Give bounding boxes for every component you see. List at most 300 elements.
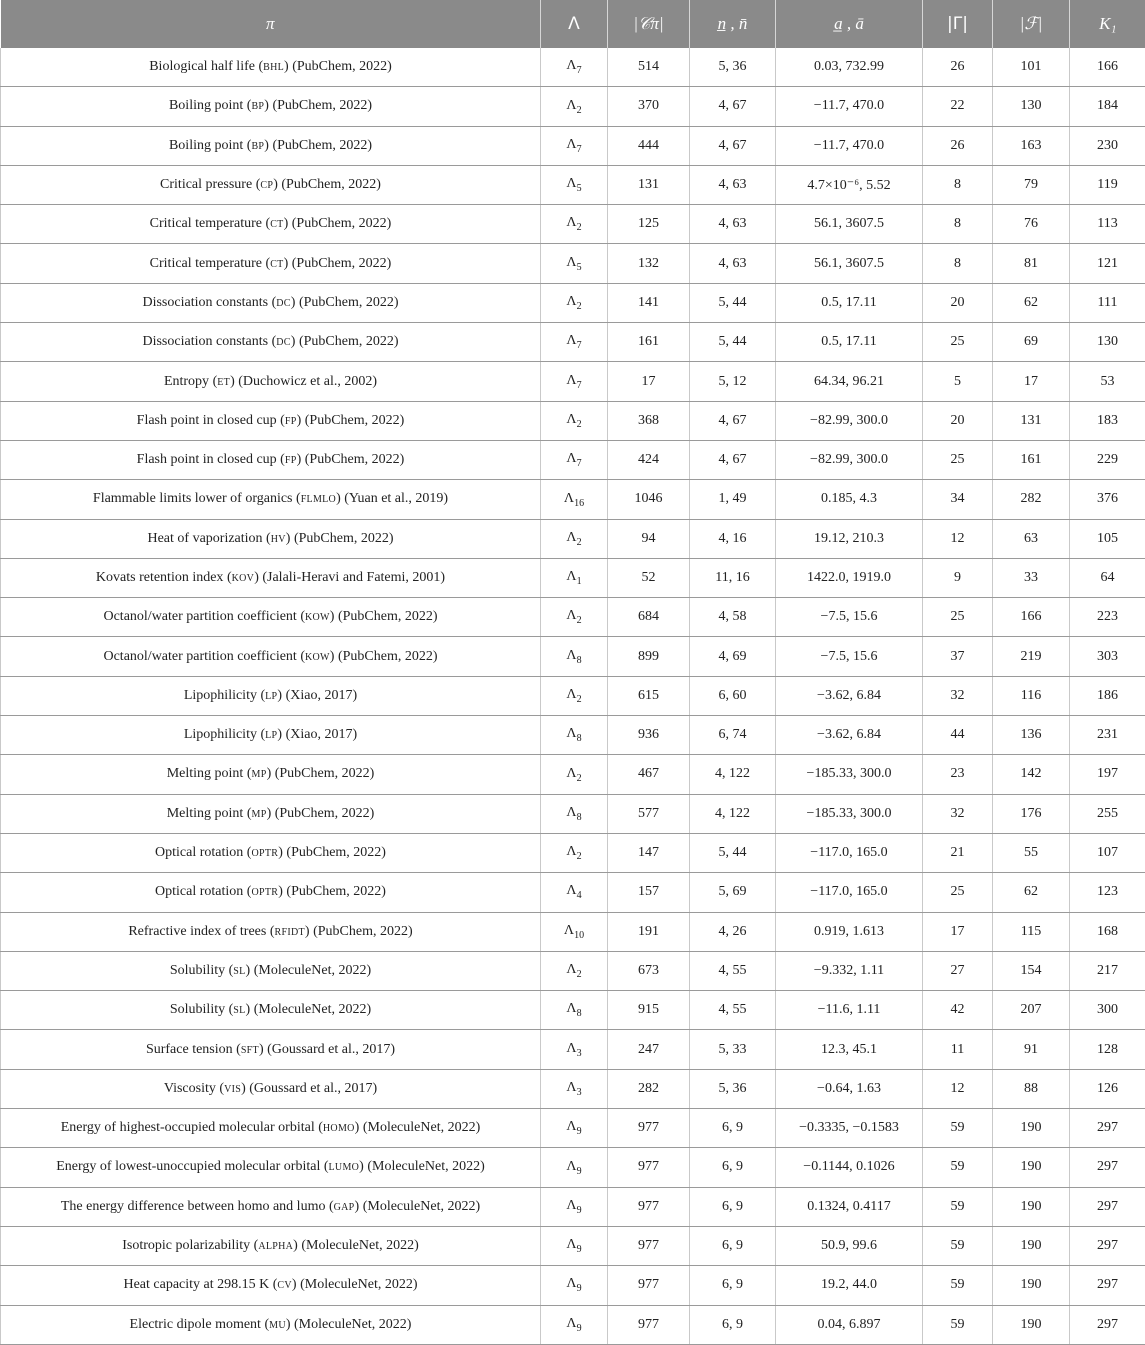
property-source: (PubChem, 2022): [305, 452, 405, 467]
k1-cell: 166: [1070, 48, 1145, 87]
table-row: [1, 716, 1145, 755]
lambda-subscript: 7: [577, 458, 582, 469]
property-name: Energy of lowest-unoccupied molecular orbital: [56, 1159, 320, 1174]
a-range-cell: −3.62, 6.84: [776, 716, 923, 755]
property-cell: Boiling point (bp) (PubChem, 2022): [1, 126, 541, 165]
property-abbr: mp: [252, 766, 267, 781]
property-abbr: fp: [285, 452, 297, 467]
table-row: [1, 1030, 1145, 1069]
a-range-cell: −0.1144, 0.1026: [776, 1148, 923, 1187]
lambda-cell: $\Lambda_7$: [541, 362, 608, 401]
n-range-cell: 4, 63: [690, 165, 776, 204]
a-range-cell: 1422.0, 1919.0: [776, 558, 923, 597]
property-cell: Solubility (sl) (MoleculeNet, 2022): [1, 991, 541, 1030]
k1-cell: 255: [1070, 794, 1145, 833]
n-range-cell: 6, 9: [690, 1187, 776, 1226]
property-name: Melting point: [167, 806, 244, 821]
gamma-cell: 26: [923, 126, 993, 165]
f-cell: 62: [993, 283, 1070, 322]
property-name: Energy of highest-occupied molecular orbital: [61, 1120, 315, 1135]
lambda-subscript: 2: [577, 615, 582, 626]
property-source: (PubChem, 2022): [281, 177, 381, 192]
property-name: Lipophilicity: [184, 688, 257, 703]
f-cell: 190: [993, 1305, 1070, 1344]
c-pi-cell: 467: [608, 755, 690, 794]
table-row: [1, 676, 1145, 715]
a-range-cell: 0.04, 6.897: [776, 1305, 923, 1344]
a-range-cell: 64.34, 96.21: [776, 362, 923, 401]
n-range-cell: 5, 12: [690, 362, 776, 401]
n-range-cell: 4, 122: [690, 755, 776, 794]
header-f: |ℱ|: [993, 0, 1070, 48]
n-range-cell: 6, 9: [690, 1266, 776, 1305]
lambda-subscript: 2: [577, 969, 582, 980]
property-abbr: kow: [305, 649, 330, 664]
table-row: [1, 1266, 1145, 1305]
property-name: Boiling point: [169, 98, 243, 113]
gamma-cell: 25: [923, 598, 993, 637]
k1-cell: 183: [1070, 401, 1145, 440]
a-range-cell: −11.6, 1.11: [776, 991, 923, 1030]
property-name: Flammable limits lower of organics: [93, 491, 293, 506]
lambda-subscript: 10: [574, 930, 584, 941]
property-abbr: mu: [269, 1317, 286, 1332]
property-cell: Boiling point (bp) (PubChem, 2022): [1, 87, 541, 126]
lambda-cell: $\Lambda_{16}$: [541, 480, 608, 519]
table-row: [1, 873, 1145, 912]
k1-cell: 223: [1070, 598, 1145, 637]
k1-cell: 53: [1070, 362, 1145, 401]
property-abbr: rfidt: [275, 924, 305, 939]
f-cell: 130: [993, 87, 1070, 126]
property-source: (PubChem, 2022): [292, 59, 392, 74]
gamma-cell: 25: [923, 440, 993, 479]
c-pi-cell: 936: [608, 716, 690, 755]
c-pi-cell: 141: [608, 283, 690, 322]
property-cell: Energy of lowest-unoccupied molecular orbital (lumo) (MoleculeNet, 2022): [1, 1148, 541, 1187]
property-source: (PubChem, 2022): [338, 649, 438, 664]
lambda-subscript: 4: [577, 890, 582, 901]
property-abbr: et: [217, 374, 230, 389]
property-abbr: kov: [232, 570, 255, 585]
property-source: (Xiao, 2017): [286, 727, 358, 742]
lambda-cell: $\Lambda_{10}$: [541, 912, 608, 951]
lambda-cell: $\Lambda_8$: [541, 991, 608, 1030]
n-range-cell: 6, 9: [690, 1148, 776, 1187]
c-pi-cell: 17: [608, 362, 690, 401]
table-row: [1, 519, 1145, 558]
lambda-cell: $\Lambda_7$: [541, 126, 608, 165]
property-source: (PubChem, 2022): [292, 256, 392, 271]
n-range-cell: 4, 63: [690, 244, 776, 283]
property-name: Critical temperature: [150, 216, 262, 231]
property-source: (MoleculeNet, 2022): [300, 1277, 417, 1292]
lambda-cell: $\Lambda_2$: [541, 283, 608, 322]
property-source: (Goussard et al., 2017): [267, 1042, 395, 1057]
property-cell: Heat of vaporization (hv) (PubChem, 2022): [1, 519, 541, 558]
lambda-subscript: 2: [577, 694, 582, 705]
c-pi-cell: 977: [608, 1305, 690, 1344]
a-range-cell: 0.1324, 0.4117: [776, 1187, 923, 1226]
n-range-cell: 5, 36: [690, 48, 776, 87]
property-abbr: lp: [265, 727, 277, 742]
f-cell: 17: [993, 362, 1070, 401]
property-cell: Kovats retention index (kov) (Jalali-Heravi and Fatemi, 2001): [1, 558, 541, 597]
gamma-cell: 34: [923, 480, 993, 519]
k1-cell: 111: [1070, 283, 1145, 322]
c-pi-cell: 161: [608, 323, 690, 362]
property-name: Refractive index of trees: [128, 924, 266, 939]
n-range-cell: 6, 9: [690, 1226, 776, 1265]
property-source: (Duchowicz et al., 2002): [238, 374, 377, 389]
lambda-subscript: 9: [577, 1205, 582, 1216]
f-cell: 115: [993, 912, 1070, 951]
property-cell: Optical rotation (optr) (PubChem, 2022): [1, 873, 541, 912]
k1-cell: 197: [1070, 755, 1145, 794]
k1-cell: 300: [1070, 991, 1145, 1030]
property-source: (MoleculeNet, 2022): [254, 963, 371, 978]
f-cell: 63: [993, 519, 1070, 558]
f-cell: 131: [993, 401, 1070, 440]
property-cell: Melting point (mp) (PubChem, 2022): [1, 755, 541, 794]
k1-cell: 186: [1070, 676, 1145, 715]
c-pi-cell: 514: [608, 48, 690, 87]
property-abbr: fp: [285, 413, 297, 428]
f-cell: 190: [993, 1148, 1070, 1187]
a-range-cell: 0.5, 17.11: [776, 323, 923, 362]
property-cell: Optical rotation (optr) (PubChem, 2022): [1, 833, 541, 872]
n-range-cell: 5, 44: [690, 283, 776, 322]
lambda-subscript: 3: [577, 1087, 582, 1098]
k1-cell: 303: [1070, 637, 1145, 676]
table-row: [1, 1148, 1145, 1187]
property-source: (MoleculeNet, 2022): [367, 1159, 484, 1174]
property-name: Flash point in closed cup: [137, 413, 277, 428]
property-abbr: dc: [276, 334, 291, 349]
f-cell: 101: [993, 48, 1070, 87]
table-row: [1, 1305, 1145, 1344]
lambda-cell: $\Lambda_7$: [541, 440, 608, 479]
lambda-subscript: 16: [574, 497, 584, 508]
k1-cell: 113: [1070, 205, 1145, 244]
lambda-cell: $\Lambda_2$: [541, 205, 608, 244]
header-pi: π: [1, 0, 541, 48]
c-pi-cell: 915: [608, 991, 690, 1030]
property-cell: Heat capacity at 298.15 K (cv) (MoleculeNet, 2022): [1, 1266, 541, 1305]
a-range-cell: 0.919, 1.613: [776, 912, 923, 951]
property-name: Dissociation constants: [142, 295, 268, 310]
property-cell: Critical temperature (ct) (PubChem, 2022): [1, 205, 541, 244]
lambda-subscript: 5: [577, 183, 582, 194]
gamma-cell: 37: [923, 637, 993, 676]
gamma-cell: 20: [923, 283, 993, 322]
lambda-cell: $\Lambda_7$: [541, 323, 608, 362]
lambda-subscript: 2: [577, 772, 582, 783]
table-row: [1, 833, 1145, 872]
a-range-cell: −185.33, 300.0: [776, 755, 923, 794]
c-pi-cell: 247: [608, 1030, 690, 1069]
f-cell: 69: [993, 323, 1070, 362]
c-pi-cell: 424: [608, 440, 690, 479]
f-cell: 282: [993, 480, 1070, 519]
header-gamma: |Γ|: [923, 0, 993, 48]
property-name: Lipophilicity: [184, 727, 257, 742]
lambda-subscript: 8: [577, 1008, 582, 1019]
property-abbr: lumo: [329, 1159, 360, 1174]
table-row: [1, 205, 1145, 244]
lambda-cell: $\Lambda_9$: [541, 1305, 608, 1344]
f-cell: 176: [993, 794, 1070, 833]
lambda-cell: $\Lambda_8$: [541, 637, 608, 676]
property-cell: Solubility (sl) (MoleculeNet, 2022): [1, 951, 541, 990]
table-row: [1, 440, 1145, 479]
property-cell: Flammable limits lower of organics (flmlo) (Yuan et al., 2019): [1, 480, 541, 519]
a-range-cell: 19.12, 210.3: [776, 519, 923, 558]
property-cell: Surface tension (sft) (Goussard et al., 2017): [1, 1030, 541, 1069]
property-source: (Xiao, 2017): [286, 688, 358, 703]
property-source: (PubChem, 2022): [272, 98, 372, 113]
property-cell: Entropy (et) (Duchowicz et al., 2002): [1, 362, 541, 401]
property-abbr: hv: [271, 531, 286, 546]
n-range-cell: 5, 69: [690, 873, 776, 912]
c-pi-cell: 977: [608, 1109, 690, 1148]
property-name: Dissociation constants: [142, 334, 268, 349]
n-range-cell: 4, 67: [690, 401, 776, 440]
a-range-cell: −11.7, 470.0: [776, 126, 923, 165]
lambda-subscript: 5: [577, 262, 582, 273]
lambda-cell: $\Lambda_2$: [541, 951, 608, 990]
c-pi-cell: 977: [608, 1148, 690, 1187]
property-name: Optical rotation: [155, 845, 243, 860]
property-abbr: gap: [334, 1199, 355, 1214]
f-cell: 166: [993, 598, 1070, 637]
gamma-cell: 8: [923, 244, 993, 283]
lambda-subscript: 9: [577, 1126, 582, 1137]
f-cell: 142: [993, 755, 1070, 794]
f-cell: 219: [993, 637, 1070, 676]
lambda-subscript: 1: [577, 576, 582, 587]
k1-cell: 121: [1070, 244, 1145, 283]
gamma-cell: 25: [923, 873, 993, 912]
c-pi-cell: 125: [608, 205, 690, 244]
property-name: Octanol/water partition coefficient: [103, 609, 296, 624]
property-source: (MoleculeNet, 2022): [294, 1317, 411, 1332]
header-k1: K₁: [1070, 0, 1145, 48]
property-abbr: dc: [276, 295, 291, 310]
a-range-cell: 0.03, 732.99: [776, 48, 923, 87]
property-cell: Isotropic polarizability (alpha) (MoleculeNet, 2022): [1, 1226, 541, 1265]
property-name: Heat of vaporization: [147, 531, 262, 546]
property-cell: Refractive index of trees (rfidt) (PubChem, 2022): [1, 912, 541, 951]
table-row: [1, 1187, 1145, 1226]
f-cell: 161: [993, 440, 1070, 479]
gamma-cell: 59: [923, 1266, 993, 1305]
property-source: (PubChem, 2022): [275, 806, 375, 821]
lambda-subscript: 3: [577, 1047, 582, 1058]
gamma-cell: 12: [923, 519, 993, 558]
property-cell: Melting point (mp) (PubChem, 2022): [1, 794, 541, 833]
property-cell: Octanol/water partition coefficient (kow) (PubChem, 2022): [1, 637, 541, 676]
gamma-cell: 59: [923, 1305, 993, 1344]
property-cell: Flash point in closed cup (fp) (PubChem, 2022): [1, 440, 541, 479]
property-source: (Goussard et al., 2017): [249, 1081, 377, 1096]
property-source: (PubChem, 2022): [286, 884, 386, 899]
table-row: [1, 244, 1145, 283]
c-pi-cell: 52: [608, 558, 690, 597]
f-cell: 163: [993, 126, 1070, 165]
n-range-cell: 4, 58: [690, 598, 776, 637]
table-row: [1, 951, 1145, 990]
property-name: Surface tension: [146, 1042, 233, 1057]
a-range-cell: 0.185, 4.3: [776, 480, 923, 519]
property-cell: Energy of highest-occupied molecular orbital (homo) (MoleculeNet, 2022): [1, 1109, 541, 1148]
c-pi-cell: 977: [608, 1226, 690, 1265]
k1-cell: 130: [1070, 323, 1145, 362]
n-range-cell: 4, 55: [690, 951, 776, 990]
a-range-cell: −82.99, 300.0: [776, 401, 923, 440]
f-cell: 190: [993, 1187, 1070, 1226]
property-cell: Critical pressure (cp) (PubChem, 2022): [1, 165, 541, 204]
property-name: Kovats retention index: [96, 570, 224, 585]
lambda-subscript: 9: [577, 1165, 582, 1176]
n-range-cell: 5, 36: [690, 1069, 776, 1108]
lambda-cell: $\Lambda_2$: [541, 833, 608, 872]
gamma-cell: 8: [923, 165, 993, 204]
property-cell: Electric dipole moment (mu) (MoleculeNet, 2022): [1, 1305, 541, 1344]
property-name: Heat capacity at 298.15 K: [123, 1277, 269, 1292]
property-abbr: sl: [233, 963, 245, 978]
k1-cell: 231: [1070, 716, 1145, 755]
a-range-cell: 4.7×10⁻⁶, 5.52: [776, 165, 923, 204]
gamma-cell: 44: [923, 716, 993, 755]
c-pi-cell: 444: [608, 126, 690, 165]
property-cell: Lipophilicity (lp) (Xiao, 2017): [1, 716, 541, 755]
property-cell: Viscosity (vis) (Goussard et al., 2017): [1, 1069, 541, 1108]
table-row: [1, 1069, 1145, 1108]
a-range-cell: −7.5, 15.6: [776, 598, 923, 637]
lambda-subscript: 7: [577, 379, 582, 390]
lambda-cell: $\Lambda_8$: [541, 716, 608, 755]
f-cell: 81: [993, 244, 1070, 283]
property-abbr: optr: [251, 845, 278, 860]
gamma-cell: 59: [923, 1148, 993, 1187]
table-row: [1, 126, 1145, 165]
f-cell: 154: [993, 951, 1070, 990]
lambda-subscript: 2: [577, 222, 582, 233]
f-cell: 91: [993, 1030, 1070, 1069]
k1-cell: 123: [1070, 873, 1145, 912]
n-range-cell: 4, 26: [690, 912, 776, 951]
property-cell: Lipophilicity (lp) (Xiao, 2017): [1, 676, 541, 715]
lambda-cell: $\Lambda_5$: [541, 165, 608, 204]
c-pi-cell: 684: [608, 598, 690, 637]
table-row: [1, 165, 1145, 204]
table-row: [1, 598, 1145, 637]
f-cell: 33: [993, 558, 1070, 597]
lambda-cell: $\Lambda_8$: [541, 794, 608, 833]
table-row: [1, 1109, 1145, 1148]
f-cell: 190: [993, 1266, 1070, 1305]
property-source: (PubChem, 2022): [294, 531, 394, 546]
lambda-cell: $\Lambda_2$: [541, 87, 608, 126]
lambda-subscript: 7: [577, 340, 582, 351]
gamma-cell: 9: [923, 558, 993, 597]
lambda-cell: $\Lambda_2$: [541, 598, 608, 637]
lambda-cell: $\Lambda_7$: [541, 48, 608, 87]
property-source: (PubChem, 2022): [299, 334, 399, 349]
n-range-cell: 4, 67: [690, 87, 776, 126]
property-cell: Critical temperature (ct) (PubChem, 2022): [1, 244, 541, 283]
property-source: (PubChem, 2022): [275, 766, 375, 781]
n-range-cell: 5, 33: [690, 1030, 776, 1069]
gamma-cell: 32: [923, 794, 993, 833]
property-cell: Octanol/water partition coefficient (kow) (PubChem, 2022): [1, 598, 541, 637]
k1-cell: 105: [1070, 519, 1145, 558]
property-abbr: cp: [260, 177, 273, 192]
c-pi-cell: 157: [608, 873, 690, 912]
f-cell: 190: [993, 1109, 1070, 1148]
lambda-cell: $\Lambda_2$: [541, 676, 608, 715]
property-abbr: ct: [270, 216, 283, 231]
property-abbr: mp: [252, 806, 267, 821]
c-pi-cell: 977: [608, 1266, 690, 1305]
k1-cell: 297: [1070, 1226, 1145, 1265]
property-name: Flash point in closed cup: [137, 452, 277, 467]
property-abbr: vis: [224, 1081, 241, 1096]
property-abbr: sl: [233, 1002, 245, 1017]
property-source: (PubChem, 2022): [305, 413, 405, 428]
lambda-subscript: 2: [577, 104, 582, 115]
k1-cell: 119: [1070, 165, 1145, 204]
lambda-cell: $\Lambda_9$: [541, 1148, 608, 1187]
property-name: Boiling point: [169, 138, 243, 153]
k1-cell: 217: [1070, 951, 1145, 990]
header-row: [1, 0, 1145, 48]
property-name: Biological half life: [149, 59, 255, 74]
table-row: [1, 794, 1145, 833]
table-row: [1, 558, 1145, 597]
k1-cell: 64: [1070, 558, 1145, 597]
property-abbr: kow: [305, 609, 330, 624]
property-abbr: alpha: [258, 1238, 293, 1253]
property-source: (Jalali-Heravi and Fatemi, 2001): [262, 570, 445, 585]
gamma-cell: 21: [923, 833, 993, 872]
n-range-cell: 11, 16: [690, 558, 776, 597]
property-source: (MoleculeNet, 2022): [301, 1238, 418, 1253]
lambda-cell: $\Lambda_9$: [541, 1266, 608, 1305]
property-source: (MoleculeNet, 2022): [363, 1120, 480, 1135]
table-row: [1, 912, 1145, 951]
c-pi-cell: 147: [608, 833, 690, 872]
a-range-cell: −0.3335, −0.1583: [776, 1109, 923, 1148]
lambda-cell: $\Lambda_3$: [541, 1030, 608, 1069]
lambda-subscript: 9: [577, 1244, 582, 1255]
property-abbr: cv: [277, 1277, 292, 1292]
gamma-cell: 26: [923, 48, 993, 87]
c-pi-cell: 282: [608, 1069, 690, 1108]
lambda-cell: $\Lambda_9$: [541, 1226, 608, 1265]
property-source: (MoleculeNet, 2022): [254, 1002, 371, 1017]
n-range-cell: 6, 9: [690, 1109, 776, 1148]
lambda-cell: $\Lambda_9$: [541, 1187, 608, 1226]
f-cell: 190: [993, 1226, 1070, 1265]
c-pi-cell: 977: [608, 1187, 690, 1226]
header-n: n̲ , n̄: [690, 0, 776, 48]
property-name: Octanol/water partition coefficient: [103, 649, 296, 664]
c-pi-cell: 368: [608, 401, 690, 440]
property-source: (PubChem, 2022): [272, 138, 372, 153]
lambda-subscript: 8: [577, 655, 582, 666]
